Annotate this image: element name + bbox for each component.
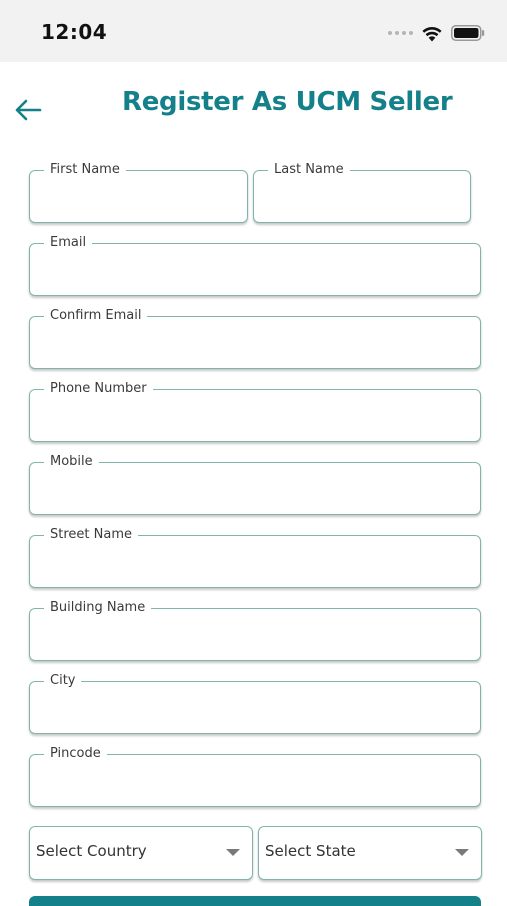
building-name-input[interactable] — [38, 621, 472, 654]
last-name-field[interactable] — [253, 162, 471, 223]
mobile-input[interactable] — [38, 475, 472, 508]
arrow-left-icon — [14, 98, 42, 122]
phone-number-label: Phone Number — [44, 380, 153, 398]
confirm-email-label: Confirm Email — [44, 307, 147, 325]
street-name-input[interactable] — [38, 548, 472, 581]
first-name-label: First Name — [44, 161, 126, 179]
street-name-field[interactable] — [29, 527, 481, 588]
last-name-label: Last Name — [268, 161, 350, 179]
phone-number-input[interactable] — [38, 402, 472, 435]
pincode-input[interactable] — [38, 767, 472, 800]
state-select[interactable] — [258, 826, 482, 880]
confirm-email-input[interactable] — [38, 329, 472, 362]
battery-icon — [451, 25, 485, 41]
phone-number-field[interactable] — [29, 381, 481, 442]
pincode-label: Pincode — [44, 745, 107, 763]
country-select-value: Select Country — [36, 842, 147, 860]
status-time: 12:04 — [41, 20, 108, 44]
email-field[interactable] — [29, 235, 481, 296]
mobile-label: Mobile — [44, 453, 99, 471]
first-name-field[interactable] — [29, 162, 248, 223]
state-select-value: Select State — [265, 842, 356, 860]
signal-dots-icon — [388, 31, 413, 35]
status-bar — [0, 0, 507, 62]
page-title: Register As UCM Seller — [122, 87, 453, 117]
pincode-field[interactable] — [29, 746, 481, 807]
confirm-email-field[interactable] — [29, 308, 481, 369]
wifi-icon — [421, 25, 443, 42]
caret-down-icon — [455, 849, 469, 856]
app-header — [0, 62, 507, 152]
street-name-label: Street Name — [44, 526, 138, 544]
caret-down-icon — [226, 849, 240, 856]
next-button-edge[interactable] — [29, 896, 481, 906]
email-input[interactable] — [38, 256, 472, 289]
first-name-input[interactable] — [38, 183, 239, 216]
building-name-label: Building Name — [44, 599, 151, 617]
mobile-field[interactable] — [29, 454, 481, 515]
email-label: Email — [44, 234, 92, 252]
city-input[interactable] — [38, 694, 472, 727]
status-icons — [388, 22, 485, 44]
country-select[interactable] — [29, 826, 253, 880]
last-name-input[interactable] — [262, 183, 462, 216]
building-name-field[interactable] — [29, 600, 481, 661]
city-field[interactable] — [29, 673, 481, 734]
back-button[interactable] — [10, 92, 46, 128]
city-label: City — [44, 672, 81, 690]
